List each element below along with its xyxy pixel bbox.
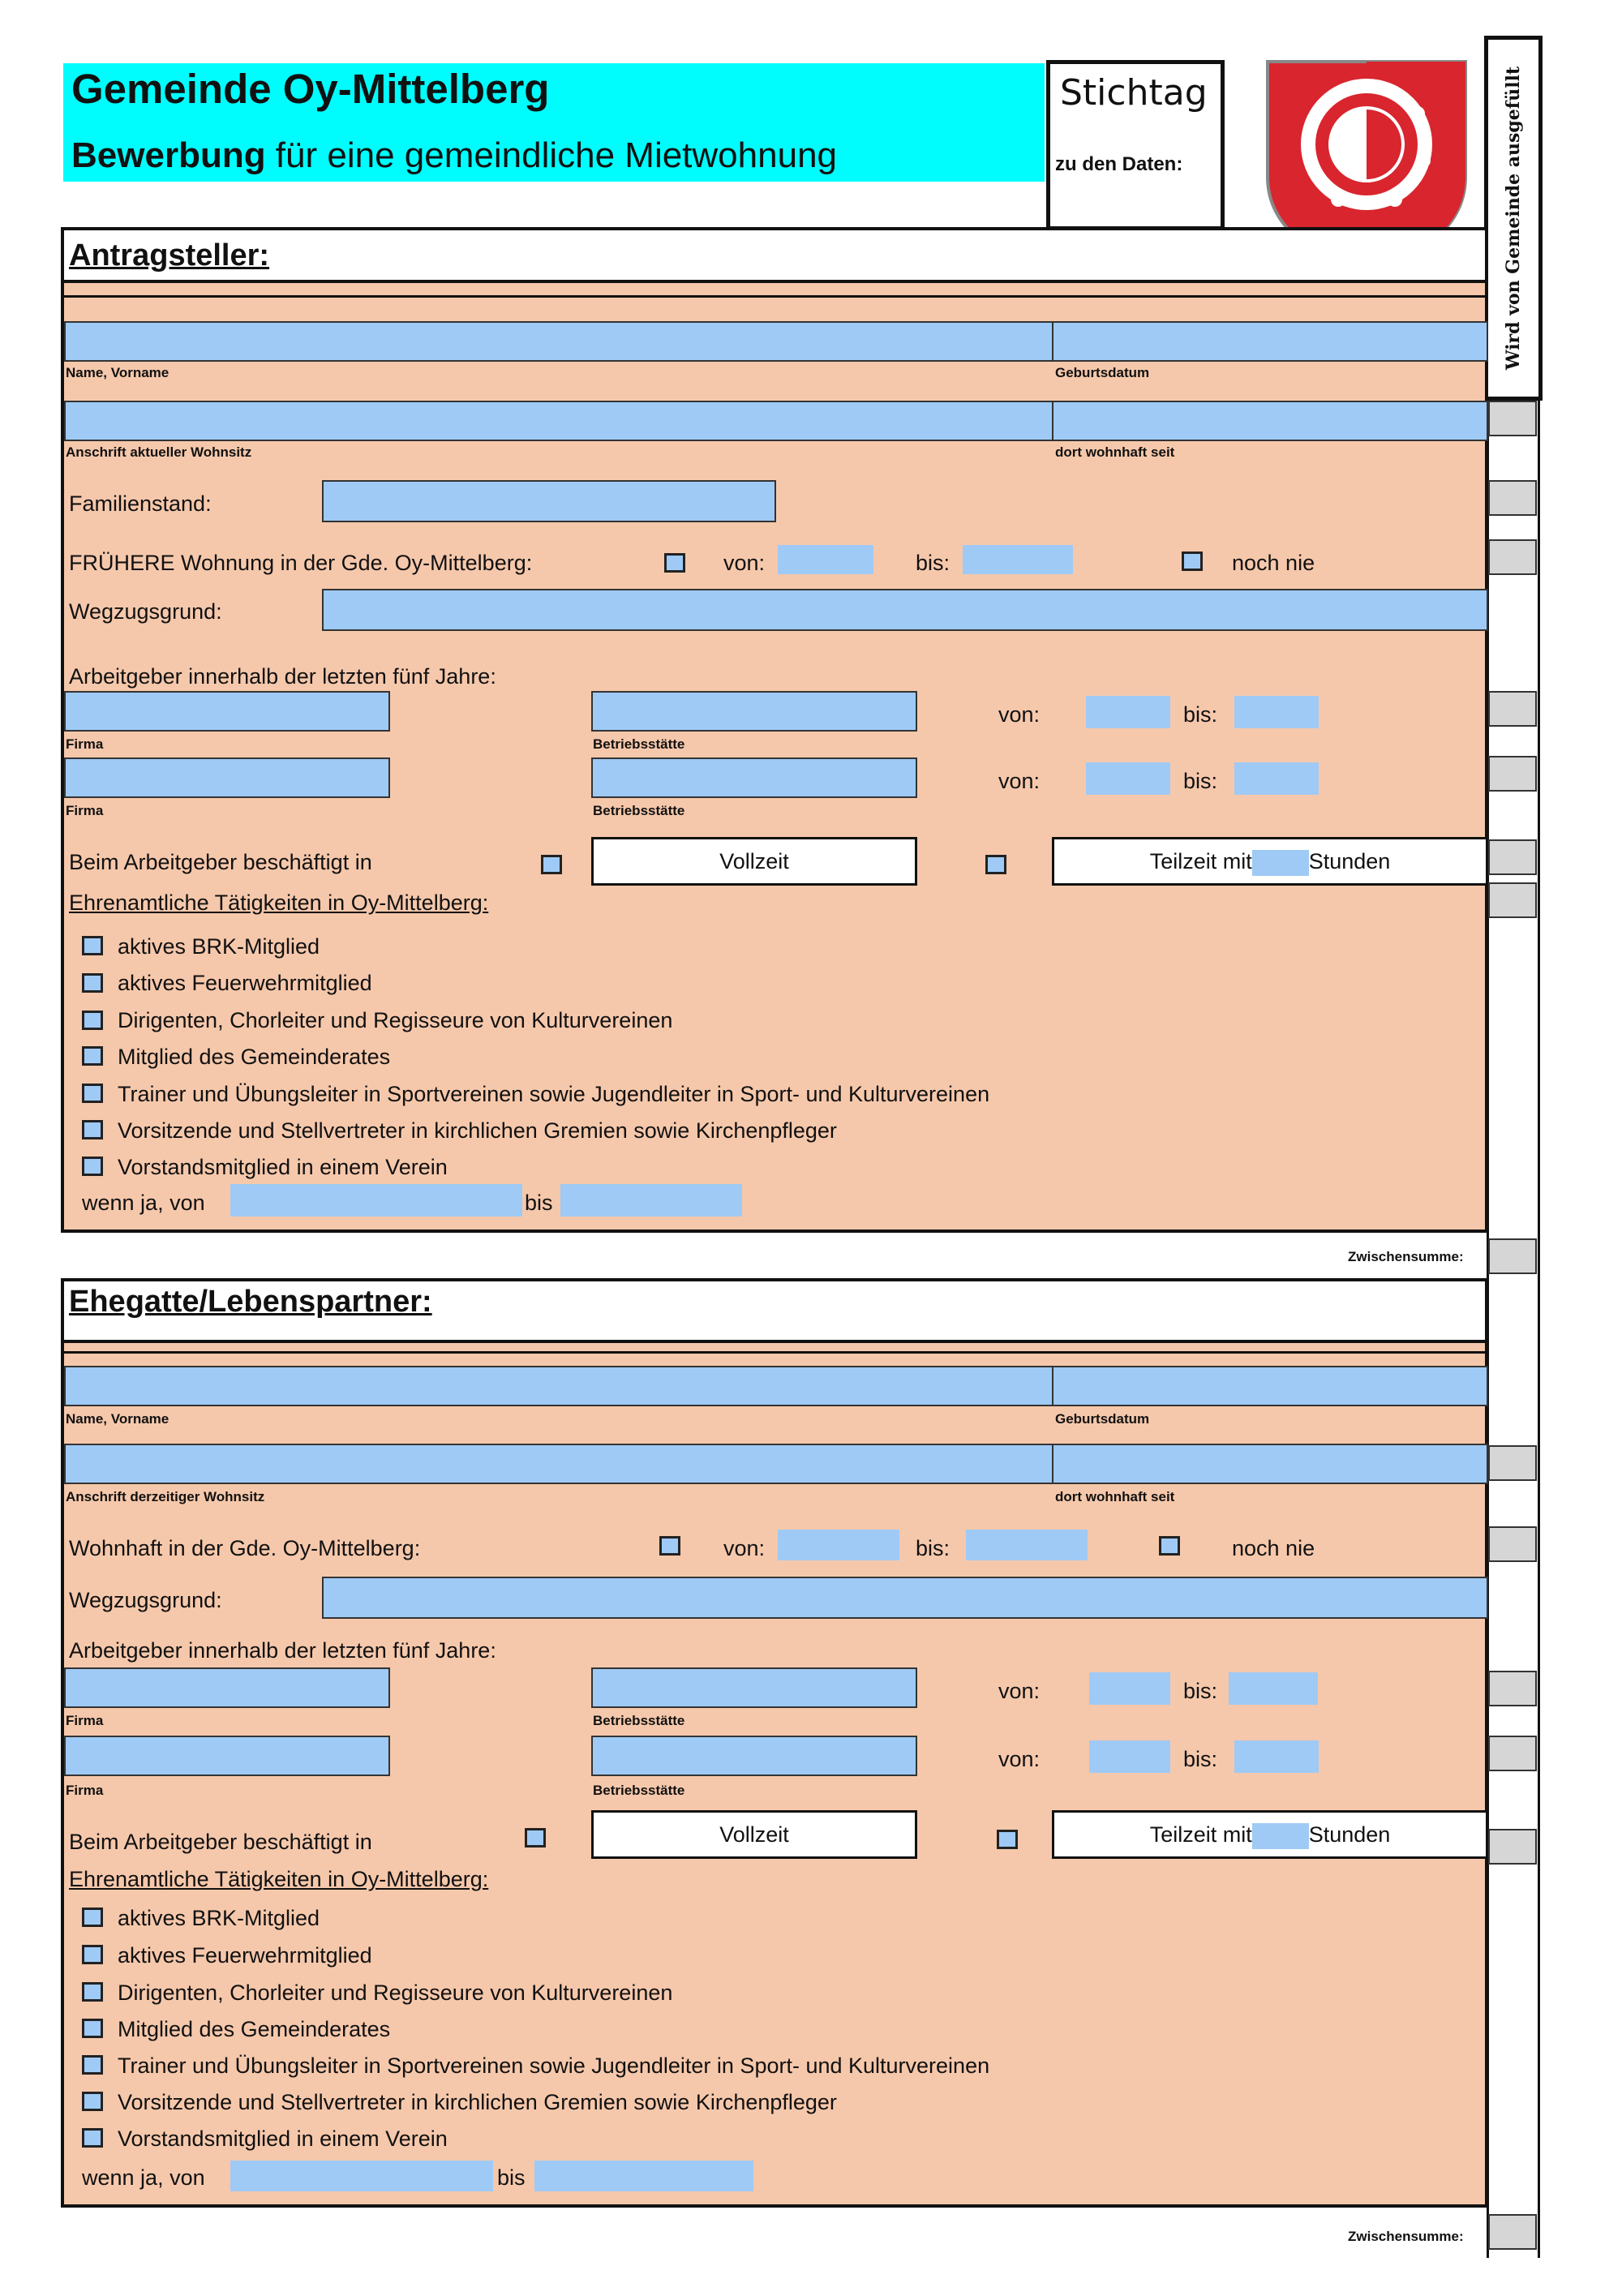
address-label: Anschrift aktueller Wohnsitz (66, 444, 252, 460)
marital-label: Familienstand: (69, 491, 212, 516)
honorary-item: Dirigenten, Chorleiter und Regisseure von Kulturvereinen (118, 1008, 673, 1032)
fulltime-box: Vollzeit (591, 837, 917, 886)
former-residence-checkbox[interactable] (664, 553, 685, 573)
spouse-fulltime-box: Vollzeit (591, 1810, 917, 1859)
honorary-checkbox[interactable] (82, 1908, 103, 1927)
if-yes-label: wenn ja, von (82, 2165, 205, 2190)
stichtag-box[interactable] (1046, 60, 1225, 230)
spouse-association-from-field[interactable] (230, 2161, 493, 2191)
subtotal-label: Zwischensumme: (1348, 1249, 1464, 1264)
honorary-checkbox[interactable] (82, 973, 103, 993)
from-label: von: (998, 1679, 1041, 1703)
employed-label: Beim Arbeitgeber beschäftigt in (69, 850, 372, 874)
from-label: von: (998, 1747, 1041, 1771)
from-label: von: (723, 551, 766, 575)
stichtag-label: Stichtag (1060, 72, 1208, 114)
honorary-item: Mitglied des Gemeinderates (118, 2017, 391, 2041)
admin-cell[interactable] (1488, 756, 1537, 792)
parttime-pre: Teilzeit mit (1149, 849, 1252, 873)
spouse-site-field-1[interactable] (591, 1667, 917, 1708)
firm-label: Firma (66, 736, 104, 752)
admin-cell[interactable] (1488, 401, 1537, 436)
to-label: bis: (1183, 769, 1218, 793)
spouse-reason-field[interactable] (322, 1577, 1488, 1619)
applicant-header (64, 230, 1485, 283)
employed-label: Beim Arbeitgeber beschäftigt in (69, 1830, 372, 1854)
honorary-item: Dirigenten, Chorleiter und Regisseure von Kulturvereinen (118, 1981, 673, 2005)
spouse-parttime-hours-field[interactable] (1252, 1823, 1309, 1849)
never-label: noch nie (1232, 1536, 1315, 1560)
site-field-1[interactable] (591, 691, 917, 732)
resident-label: Wohnhaft in der Gde. Oy-Mittelberg: (69, 1536, 421, 1560)
reason-label: Wegzugsgrund: (69, 599, 222, 624)
spouse-employer1-to-field[interactable] (1229, 1672, 1318, 1705)
former-residence-label: FRÜHERE Wohnung in der Gde. Oy-Mittelberg: (69, 551, 533, 575)
spouse-fulltime-checkbox[interactable] (525, 1828, 546, 1848)
spouse-header (64, 1281, 1485, 1343)
marital-field[interactable] (322, 480, 776, 522)
honorary-item: Vorstandsmitglied in einem Verein (118, 2126, 448, 2151)
honorary-checkbox[interactable] (82, 2055, 103, 2075)
spouse-name-field[interactable] (64, 1366, 1053, 1406)
address-field[interactable] (64, 401, 1053, 441)
admin-cell[interactable] (1488, 1829, 1537, 1865)
spouse-heading: Ehegatte/Lebenspartner: (69, 1285, 432, 1319)
subtotal-label: Zwischensumme: (1348, 2229, 1464, 2244)
parttime-post: Stunden (1308, 849, 1391, 873)
honorary-heading: Ehrenamtliche Tätigkeiten in Oy-Mittelberg: (69, 1867, 489, 1891)
former-to-field[interactable] (963, 545, 1073, 574)
if-yes-label: wenn ja, von (82, 1191, 205, 1215)
admin-column-header (1484, 36, 1543, 401)
parttime-box (1052, 837, 1488, 886)
honorary-item: Vorsitzende und Stellvertreter in kirchlichen Gremien sowie Kirchenpfleger (118, 1118, 837, 1143)
admin-cell[interactable] (1488, 1671, 1537, 1706)
never-label: noch nie (1232, 551, 1315, 575)
address-label: Anschrift derzeitiger Wohnsitz (66, 1489, 265, 1504)
spouse-from-field[interactable] (778, 1530, 899, 1560)
admin-cell[interactable] (1488, 1526, 1537, 1562)
honorary-item: aktives Feuerwehrmitglied (118, 1943, 372, 1968)
site-label: Betriebsstätte (593, 1783, 685, 1798)
employer-heading: Arbeitgeber innerhalb der letzten fünf Jahre: (69, 664, 496, 689)
honorary-item: Trainer und Übungsleiter in Sportvereinen sowie Jugendleiter in Sport- und Kulturvereinen (118, 1082, 990, 1106)
employer2-to-field[interactable] (1234, 762, 1319, 795)
applicant-section (61, 227, 1488, 1233)
honorary-item: Vorstandsmitglied in einem Verein (118, 1155, 448, 1179)
honorary-item: Mitglied des Gemeinderates (118, 1045, 391, 1069)
spouse-birthdate-field[interactable] (1052, 1366, 1488, 1406)
name-label: Name, Vorname (66, 365, 169, 380)
admin-cell[interactable] (1488, 1238, 1537, 1274)
spouse-parttime-box (1052, 1810, 1488, 1859)
honorary-checkbox[interactable] (82, 1157, 103, 1176)
honorary-checkbox[interactable] (82, 1120, 103, 1139)
resident-since-label: dort wohnhaft seit (1055, 1489, 1175, 1504)
honorary-checkbox[interactable] (82, 1945, 103, 1964)
spouse-address-field[interactable] (64, 1444, 1053, 1484)
to-label: bis: (916, 1536, 950, 1560)
site-label: Betriebsstätte (593, 736, 685, 752)
admin-cell[interactable] (1488, 1736, 1537, 1771)
form-subtitle (71, 135, 837, 176)
honorary-checkbox[interactable] (82, 2092, 103, 2111)
association-to-field[interactable] (560, 1184, 742, 1217)
spouse-association-to-field[interactable] (534, 2161, 753, 2191)
name-label: Name, Vorname (66, 1411, 169, 1427)
divider (64, 1351, 1488, 1354)
spouse-parttime-checkbox[interactable] (997, 1830, 1018, 1849)
resident-since-label: dort wohnhaft seit (1055, 444, 1175, 460)
admin-cell[interactable] (1488, 839, 1537, 875)
site-label: Betriebsstätte (593, 1713, 685, 1728)
birthdate-label: Geburtsdatum (1055, 1411, 1150, 1427)
to-label: bis: (916, 551, 950, 575)
honorary-checkbox[interactable] (82, 2128, 103, 2148)
from-label: von: (998, 702, 1041, 727)
honorary-item: aktives Feuerwehrmitglied (118, 971, 372, 995)
admin-note: Wird von Gemeinde ausgefüllt (1503, 66, 1524, 371)
spouse-firm-field-1[interactable] (64, 1667, 390, 1708)
spouse-to-field[interactable] (966, 1530, 1088, 1560)
spouse-employer1-from-field[interactable] (1089, 1672, 1170, 1705)
spouse-section (61, 1278, 1488, 2208)
employer2-from-field[interactable] (1086, 762, 1170, 795)
name-field[interactable] (64, 321, 1053, 362)
parttime-pre: Teilzeit mit (1149, 1822, 1252, 1847)
stichtag-sub-label: zu den Daten: (1055, 153, 1183, 175)
employer1-from-field[interactable] (1086, 696, 1170, 728)
spouse-employer2-to-field[interactable] (1234, 1740, 1319, 1773)
parttime-post: Stunden (1308, 1822, 1391, 1847)
divider (64, 295, 1488, 298)
firm-label: Firma (66, 1713, 104, 1728)
admin-cell[interactable] (1488, 480, 1537, 516)
honorary-item: aktives BRK-Mitglied (118, 934, 320, 959)
from-label: von: (723, 1536, 766, 1560)
honorary-heading: Ehrenamtliche Tätigkeiten in Oy-Mittelberg: (69, 891, 489, 915)
from-label: von: (998, 769, 1041, 793)
to-label: bis: (1183, 1679, 1218, 1703)
honorary-checkbox[interactable] (82, 1084, 103, 1103)
firm-label: Firma (66, 803, 104, 818)
site-field-2[interactable] (591, 757, 917, 798)
subtitle-rest: für eine gemeindliche Mietwohnung (265, 135, 838, 175)
honorary-checkbox[interactable] (82, 2019, 103, 2038)
reason-label: Wegzugsgrund: (69, 1588, 222, 1612)
spouse-resident-checkbox[interactable] (659, 1536, 680, 1556)
to-label: bis: (1183, 702, 1218, 727)
municipality-title: Gemeinde Oy-Mittelberg (71, 66, 550, 112)
birthdate-label: Geburtsdatum (1055, 365, 1150, 380)
honorary-checkbox[interactable] (82, 1982, 103, 2002)
association-from-field[interactable] (230, 1184, 522, 1217)
fulltime-checkbox[interactable] (541, 855, 562, 874)
honorary-item: Vorsitzende und Stellvertreter in kirchlichen Gremien sowie Kirchenpfleger (118, 2090, 837, 2114)
admin-cell[interactable] (1488, 539, 1537, 575)
site-label: Betriebsstätte (593, 803, 685, 818)
subtitle-bold: Bewerbung (71, 135, 266, 175)
bis-label: bis (497, 2165, 526, 2190)
parttime-hours-field[interactable] (1252, 850, 1309, 876)
spouse-site-field-2[interactable] (591, 1736, 917, 1776)
never-checkbox[interactable] (1182, 551, 1203, 571)
admin-cell[interactable] (1488, 2214, 1537, 2250)
admin-cell[interactable] (1488, 691, 1537, 727)
spouse-resident-since-field[interactable] (1052, 1444, 1488, 1484)
to-label: bis: (1183, 1747, 1218, 1771)
admin-cell[interactable] (1488, 882, 1537, 918)
resident-since-field[interactable] (1052, 401, 1488, 441)
employer-heading: Arbeitgeber innerhalb der letzten fünf Jahre: (69, 1638, 496, 1663)
honorary-checkbox[interactable] (82, 1011, 103, 1030)
spouse-employer2-from-field[interactable] (1089, 1740, 1170, 1773)
reason-field[interactable] (322, 589, 1488, 631)
firm-label: Firma (66, 1783, 104, 1798)
honorary-item: aktives BRK-Mitglied (118, 1906, 320, 1930)
former-from-field[interactable] (778, 545, 873, 574)
firm-field-1[interactable] (64, 691, 390, 732)
birthdate-field[interactable] (1052, 321, 1488, 362)
firm-field-2[interactable] (64, 757, 390, 798)
honorary-item: Trainer und Übungsleiter in Sportvereinen sowie Jugendleiter in Sport- und Kulturvereinen (118, 2054, 990, 2078)
admin-cell[interactable] (1488, 1445, 1537, 1481)
honorary-checkbox[interactable] (82, 1046, 103, 1066)
honorary-checkbox[interactable] (82, 936, 103, 955)
employer1-to-field[interactable] (1234, 696, 1319, 728)
parttime-checkbox[interactable] (985, 855, 1006, 874)
spouse-firm-field-2[interactable] (64, 1736, 390, 1776)
bis-label: bis (525, 1191, 553, 1215)
applicant-heading: Antragsteller: (69, 238, 270, 273)
spouse-never-checkbox[interactable] (1159, 1536, 1180, 1556)
